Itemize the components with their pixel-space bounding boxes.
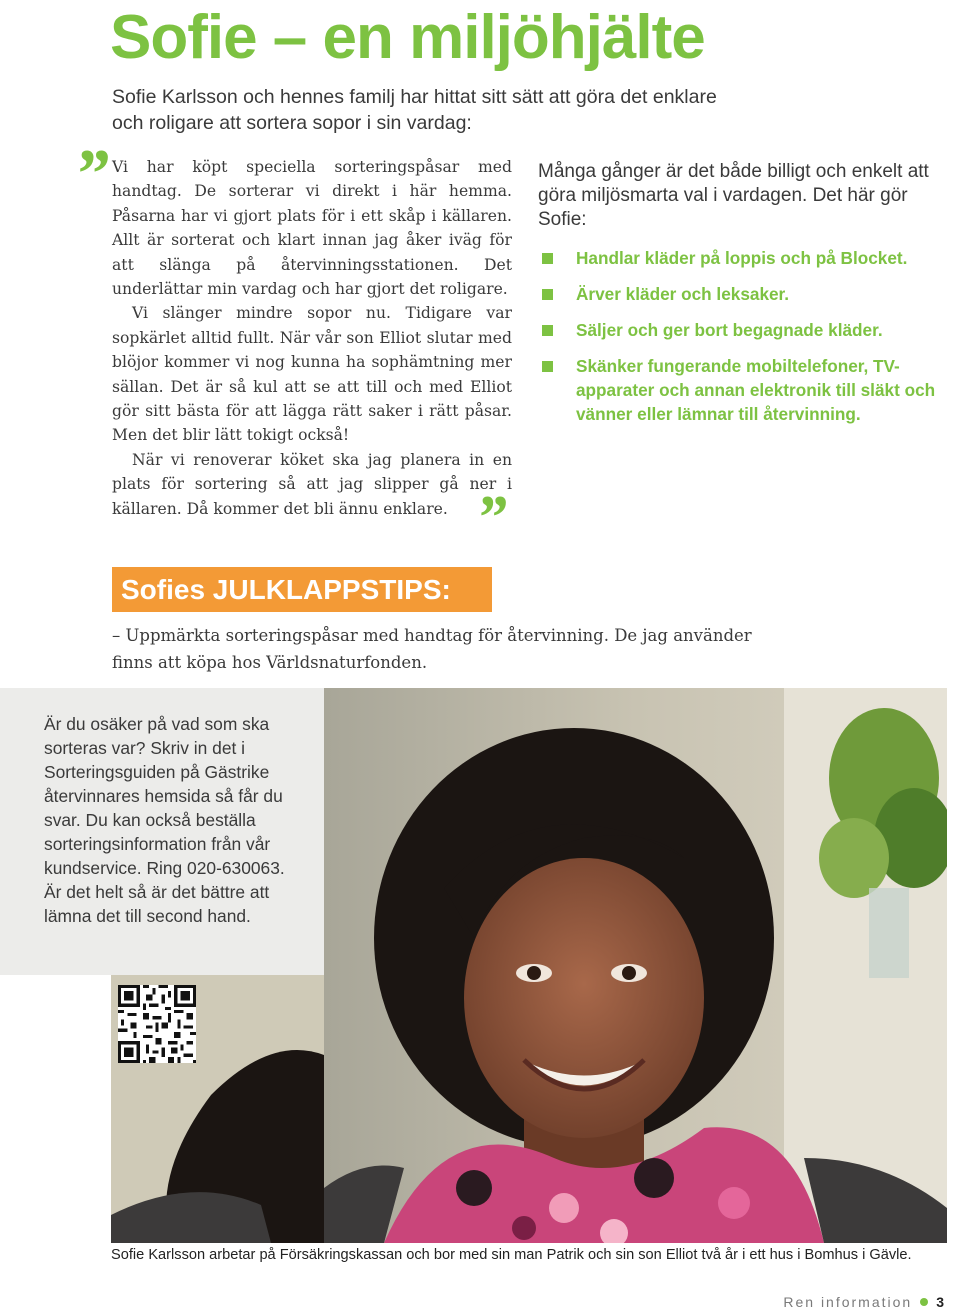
page-title: Sofie – en miljöhjälte: [110, 3, 705, 72]
tip-item: [540, 318, 960, 342]
tip-text: Skänker fungerande mobiltelefoner, TV-apparater och annan elektronik till släkt och vänner eller lämnar till återvinning.: [576, 356, 936, 424]
square-bullet-icon: [542, 325, 553, 336]
tip-text: Säljer och ger bort begagnade kläder.: [576, 320, 883, 340]
tips-list: [540, 246, 960, 438]
intro-text: Sofie Karlsson och hennes familj har hittat sitt sätt att göra det enklare och roligare att sortera sopor i sin vardag:: [112, 86, 717, 134]
square-bullet-icon: [542, 361, 553, 372]
tip-item: [540, 246, 960, 270]
quote-paragraph: Vi har köpt speciella sorteringspåsar med handtag. De sorterar vi direkt i här hemma. Påsarna har vi gjort plats för i ett skåp i källaren. Allt är sorterat och klart innan jag åker iväg för att slänga på återvinningsstationen. Det underlättar min vardag och har gjort det roligare.: [112, 158, 512, 299]
quote-block: [112, 155, 512, 552]
square-bullet-icon: [542, 289, 553, 300]
quote-paragraph-text: När vi renoverar köket ska jag planera in en plats för sortering så att jag slipper gå ner i källaren. Då kommer det bli ännu enklare.: [112, 450, 512, 518]
photo-caption: Sofie Karlsson arbetar på Försäkringskassan och bor med sin man Patrik och sin son Elliot två år i ett hus i Bomhus i Gävle.: [111, 1247, 912, 1263]
square-bullet-icon: [542, 253, 553, 264]
tip-item: [540, 282, 960, 306]
julklapp-text: – Uppmärkta sorteringspåsar med handtag för återvinning. De jag använder finns att köpa hos Världsnaturfonden.: [112, 626, 752, 672]
page-footer: [783, 1292, 944, 1310]
tip-text: Handlar kläder på loppis och på Blocket.: [576, 248, 908, 268]
portrait-illustration: [324, 688, 947, 1243]
quote-open-mark: ”: [74, 136, 109, 213]
tip-text: Ärver kläder och leksaker.: [576, 284, 790, 304]
qr-code-icon: [118, 985, 196, 1063]
right-intro-text: Många gånger är det både billigt och enkelt att göra miljösmarta val i vardagen. Det här gör Sofie:: [538, 161, 929, 230]
portrait-photo: [324, 688, 947, 1243]
footer-dot-icon: [920, 1298, 928, 1306]
julklapp-heading: Sofies JULKLAPPSTIPS:: [112, 567, 492, 612]
tip-item: [540, 354, 960, 426]
info-box-text: Är du osäker på vad som ska sorteras var? Skriv in det i Sorteringsguiden på Gästrike återvinnares hemsida så får du svar. Du kan också beställa sorteringsinformation från vår kundservice. Ring 020-630063. Är det helt så är det bättre att lämna det till second hand.: [44, 714, 285, 926]
quote-paragraph: Vi slänger mindre sopor nu. Tidigare var sopkärlet alltid fullt. När vår son Elliot slutar med blöjor kommer vi nog kunna ha sophämtning mer sällan. Det är så kul att se att till och med Elliot gör sitt bästa för att lägga rätt saker i rätt påsar. Men det blir lätt tokigt också!: [112, 304, 512, 445]
quote-paragraph: [112, 448, 512, 552]
quote-close-mark: ”: [475, 483, 507, 552]
publication-name: Ren information: [783, 1294, 913, 1310]
page-number: 3: [936, 1294, 944, 1310]
